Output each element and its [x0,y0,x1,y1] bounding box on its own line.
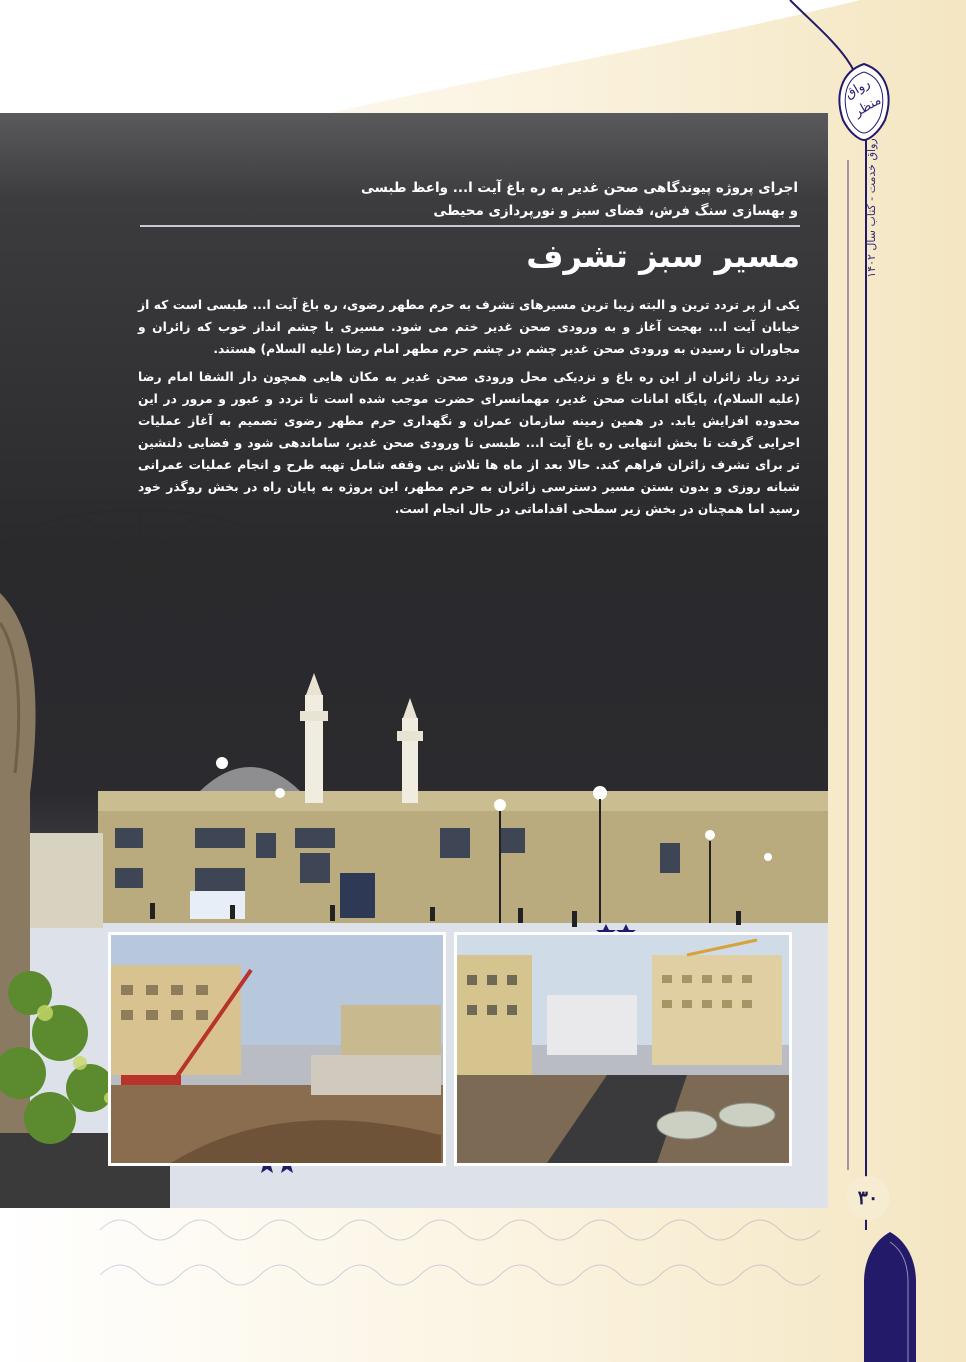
page-tab-decoration [862,1232,918,1362]
running-head-caption: رواق خدمت - کتاب سال ۱۴۰۲ [865,138,878,278]
subtitle-line-1: اجرای پروژه پیوندگاهی صحن غدیر به ره باغ آیت ا... واعظ طبسی [361,180,798,196]
construction-site-photo-icon [457,935,789,1163]
body-paragraph-2: تردد زیاد زائران از این ره باغ و نزدیکی محل ورودی صحن غدیر به مکان هایی همچون دار الشفا امام رضا (علیه السلام)، پایگاه امانات صحن غدیر، مهمانسرای حضرت موجب شده است تا تردد و عبور و مرور در این محدوده افزایش یابد. در همین زمینه سازمان عمران و نگهداری حرم مطهر رضوی تصمیم به آغاز عملیات اجرایی گرفت تا بخش انتهایی ره باغ آیت ا... طبسی تا ورودی صحن غدیر، ساماندهی شود و فضایی دلنشین تر برای تشرف زائران فراهم کند. حالا بعد از ماه ها تلاش بی وقفه شامل تهیه طرح و انجام عملیات عمرانی شبانه روزی و بدون بستن مسیر دسترسی زائران به حرم مطهر، این پروژه به پایان راه در بخش روگذر خود رسید اما همچنان در بخش زیر سطحی اقداماتی در حال انجام است. [138,370,800,516]
page-number: ۳۰ [846,1176,890,1220]
construction-site-photo-icon [111,935,443,1163]
title-divider [140,225,800,227]
magazine-logo-text: رواق منظر [842,76,884,121]
article-body [138,294,800,526]
subtitle-line-2: و بهسازی سنگ فرش، فضای سبز و نورپردازی محیطی [433,203,798,219]
body-paragraph-1: یکی از پر تردد ترین و البته زیبا ترین مسیرهای تشرف به حرم مطهر رضوی، ره باغ آیت ا... طبسی است که از خیابان آیت ا... بهجت آغاز و به ورودی صحن غدیر ختم می شود. مسیری با چشم انداز خوب که زائران و مجاوران تا رسیدن به ورودی صحن غدیر چشم در چشم حرم مطهر امام رضا (علیه السلام) هستند. [138,298,800,356]
article-title: مسیر سبز تشرف [526,237,800,275]
construction-photo-left [108,932,446,1166]
construction-photo-right [454,932,792,1166]
article-subtitle [250,177,798,223]
